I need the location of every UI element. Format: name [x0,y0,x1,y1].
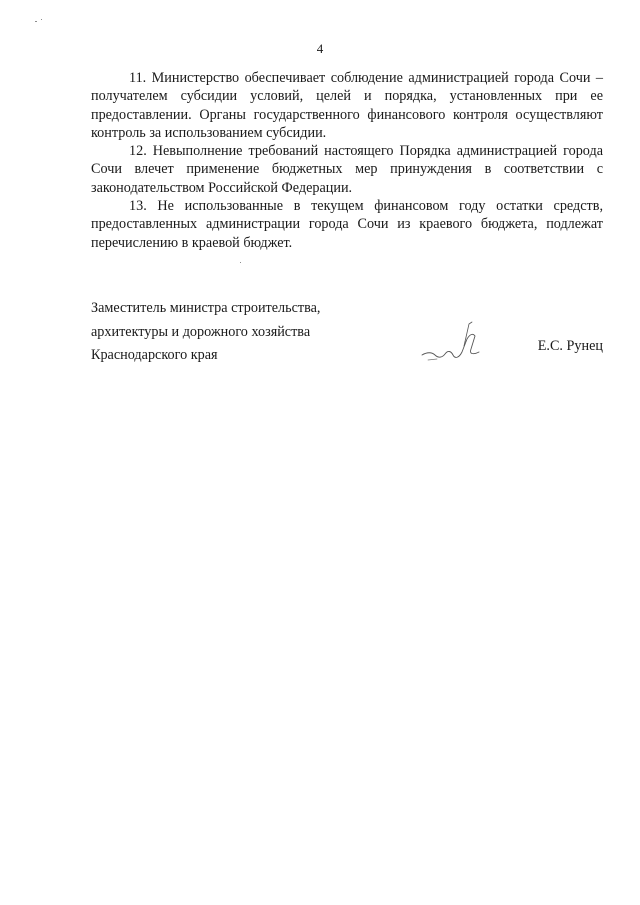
signer-name: Е.С. Рунец [537,338,603,354]
signature-block [91,297,603,367]
signer-position-line: Заместитель министра строительства, [91,300,321,316]
paragraph-12: 12. Невыполнение требований настоящего Порядка администрацией города Сочи влечет применение бюджетных мер принуждения в соответствии с законодательством Российской Федерации. [91,143,603,196]
paragraph-13: 13. Не использованные в текущем финансовом году остатки средств, предоставленных администрации города Сочи из краевого бюджета, подлежат перечислению в краевой бюджет. [91,198,603,251]
scan-speck [41,19,42,20]
page-number: 4 [316,41,324,56]
handwritten-signature [417,319,487,367]
scan-speck [240,262,241,263]
signer-position-line: Краснодарского края [91,347,218,363]
scan-speck [35,21,37,22]
signer-position-line: архитектуры и дорожного хозяйства [91,323,311,340]
signer-position [91,297,320,368]
document-body [91,69,603,252]
paragraph-11: 11. Министерство обеспечивает соблюдение администрацией города Сочи – получателем субсидии условий, целей и порядка, установленных при ее предоставлении. Органы государственного финансового контроля осуществляют контроль за использованием субсидии. [91,70,603,141]
